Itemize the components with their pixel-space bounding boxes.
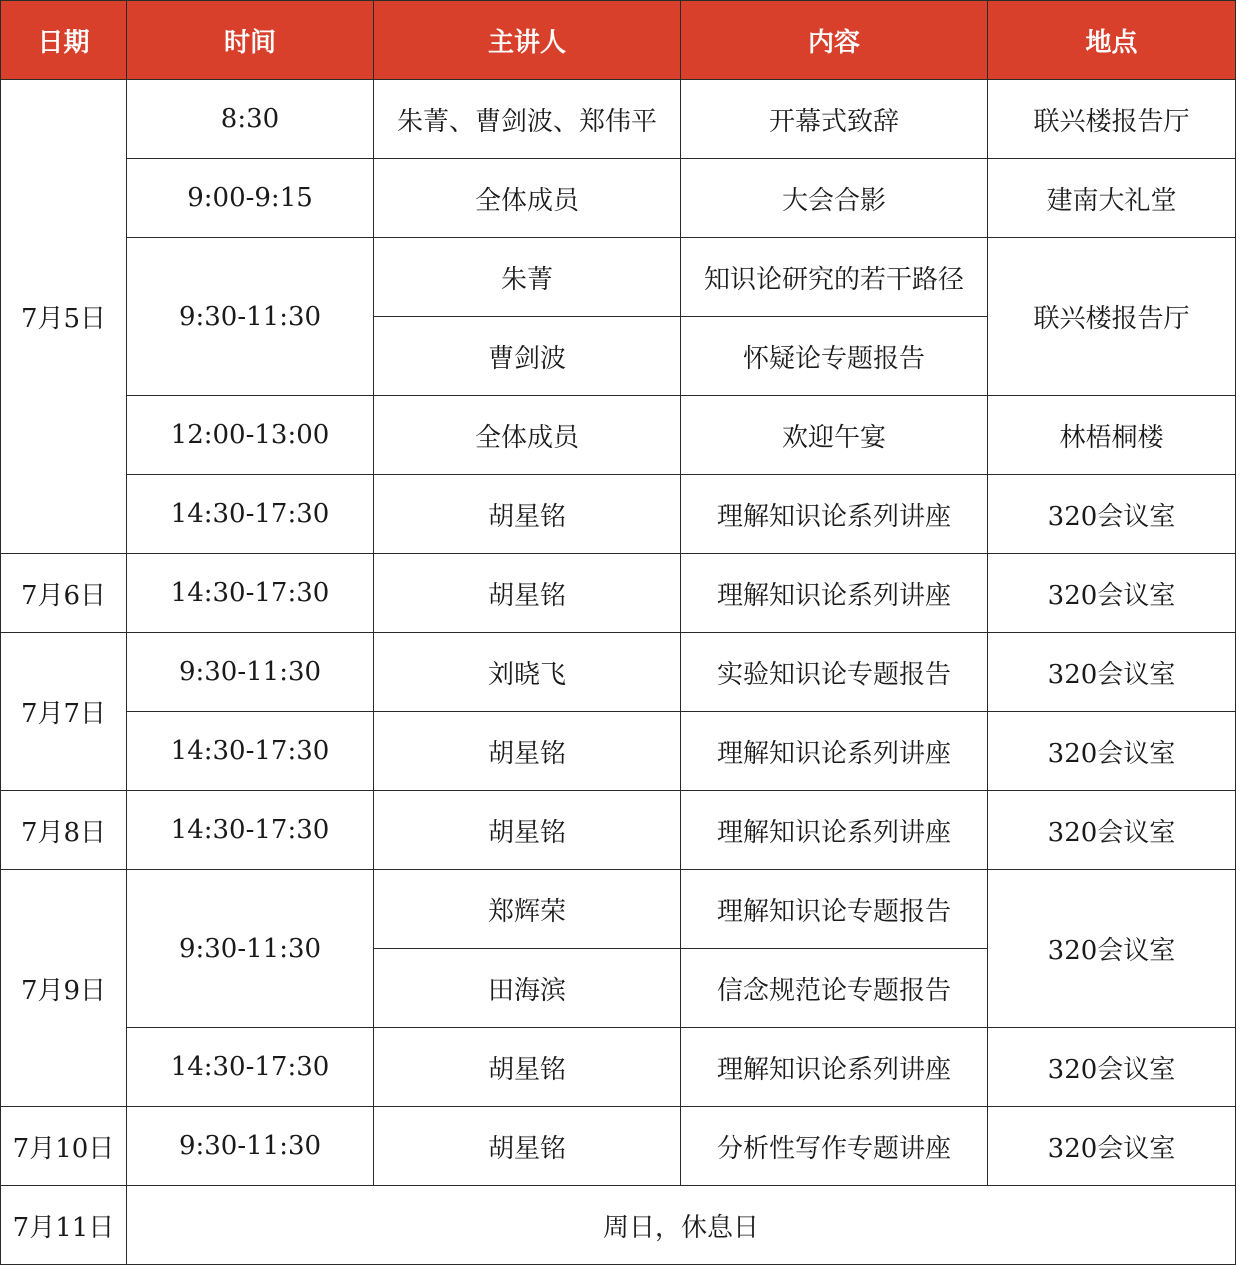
table-row (1, 396, 1236, 475)
date-cell: 7月8日 (1, 791, 127, 870)
date-cell: 7月7日 (1, 633, 127, 791)
content-cell: 理解知识论系列讲座 (681, 712, 988, 791)
table-row (1, 475, 1236, 554)
content-cell: 欢迎午宴 (681, 396, 988, 475)
time-cell: 9:30-11:30 (127, 1107, 374, 1186)
time-cell: 8:30 (127, 80, 374, 159)
time-cell: 14:30-17:30 (127, 554, 374, 633)
speaker-cell: 胡星铭 (374, 712, 681, 791)
content-cell: 理解知识论系列讲座 (681, 791, 988, 870)
header-speaker: 主讲人 (374, 1, 681, 80)
rest-day-note: 周日，休息日 (127, 1186, 1236, 1265)
speaker-cell: 全体成员 (374, 159, 681, 238)
time-cell: 14:30-17:30 (127, 791, 374, 870)
content-cell: 大会合影 (681, 159, 988, 238)
time-cell: 14:30-17:30 (127, 1028, 374, 1107)
table-row (1, 712, 1236, 791)
content-cell: 分析性写作专题讲座 (681, 1107, 988, 1186)
table-row (1, 870, 1236, 949)
speaker-cell: 胡星铭 (374, 1028, 681, 1107)
speaker-cell: 朱菁、曹剑波、郑伟平 (374, 80, 681, 159)
speaker-cell: 田海滨 (374, 949, 681, 1028)
header-content: 内容 (681, 1, 988, 80)
table-row (1, 80, 1236, 159)
time-cell: 14:30-17:30 (127, 712, 374, 791)
content-cell: 实验知识论专题报告 (681, 633, 988, 712)
date-cell: 7月9日 (1, 870, 127, 1107)
table-row (1, 791, 1236, 870)
location-cell: 联兴楼报告厅 (988, 80, 1236, 159)
date-cell: 7月6日 (1, 554, 127, 633)
location-cell: 320会议室 (988, 870, 1236, 1028)
location-cell: 320会议室 (988, 1107, 1236, 1186)
header-date: 日期 (1, 1, 127, 80)
time-cell: 9:30-11:30 (127, 633, 374, 712)
table-row (1, 1186, 1236, 1265)
date-cell: 7月11日 (1, 1186, 127, 1265)
table-row (1, 554, 1236, 633)
content-cell: 理解知识论系列讲座 (681, 475, 988, 554)
content-cell: 开幕式致辞 (681, 80, 988, 159)
content-cell: 理解知识论系列讲座 (681, 554, 988, 633)
header-row (1, 1, 1236, 80)
table-row (1, 1028, 1236, 1107)
header-time: 时间 (127, 1, 374, 80)
location-cell: 320会议室 (988, 1028, 1236, 1107)
date-cell: 7月10日 (1, 1107, 127, 1186)
date-cell: 7月5日 (1, 80, 127, 554)
speaker-cell: 郑辉荣 (374, 870, 681, 949)
header-location: 地点 (988, 1, 1236, 80)
speaker-cell: 刘晓飞 (374, 633, 681, 712)
table-row (1, 633, 1236, 712)
content-cell: 怀疑论专题报告 (681, 317, 988, 396)
location-cell: 320会议室 (988, 712, 1236, 791)
time-cell: 12:00-13:00 (127, 396, 374, 475)
time-cell: 14:30-17:30 (127, 475, 374, 554)
time-cell: 9:30-11:30 (127, 238, 374, 396)
speaker-cell: 胡星铭 (374, 554, 681, 633)
content-cell: 理解知识论专题报告 (681, 870, 988, 949)
content-cell: 知识论研究的若干路径 (681, 238, 988, 317)
table-row (1, 159, 1236, 238)
speaker-cell: 胡星铭 (374, 475, 681, 554)
speaker-cell: 朱菁 (374, 238, 681, 317)
table-row (1, 1107, 1236, 1186)
location-cell: 320会议室 (988, 475, 1236, 554)
time-cell: 9:30-11:30 (127, 870, 374, 1028)
table-row (1, 238, 1236, 317)
location-cell: 建南大礼堂 (988, 159, 1236, 238)
speaker-cell: 胡星铭 (374, 1107, 681, 1186)
location-cell: 320会议室 (988, 791, 1236, 870)
speaker-cell: 胡星铭 (374, 791, 681, 870)
location-cell: 联兴楼报告厅 (988, 238, 1236, 396)
location-cell: 林梧桐楼 (988, 396, 1236, 475)
time-cell: 9:00-9:15 (127, 159, 374, 238)
speaker-cell: 曹剑波 (374, 317, 681, 396)
location-cell: 320会议室 (988, 633, 1236, 712)
content-cell: 理解知识论系列讲座 (681, 1028, 988, 1107)
location-cell: 320会议室 (988, 554, 1236, 633)
speaker-cell: 全体成员 (374, 396, 681, 475)
content-cell: 信念规范论专题报告 (681, 949, 988, 1028)
